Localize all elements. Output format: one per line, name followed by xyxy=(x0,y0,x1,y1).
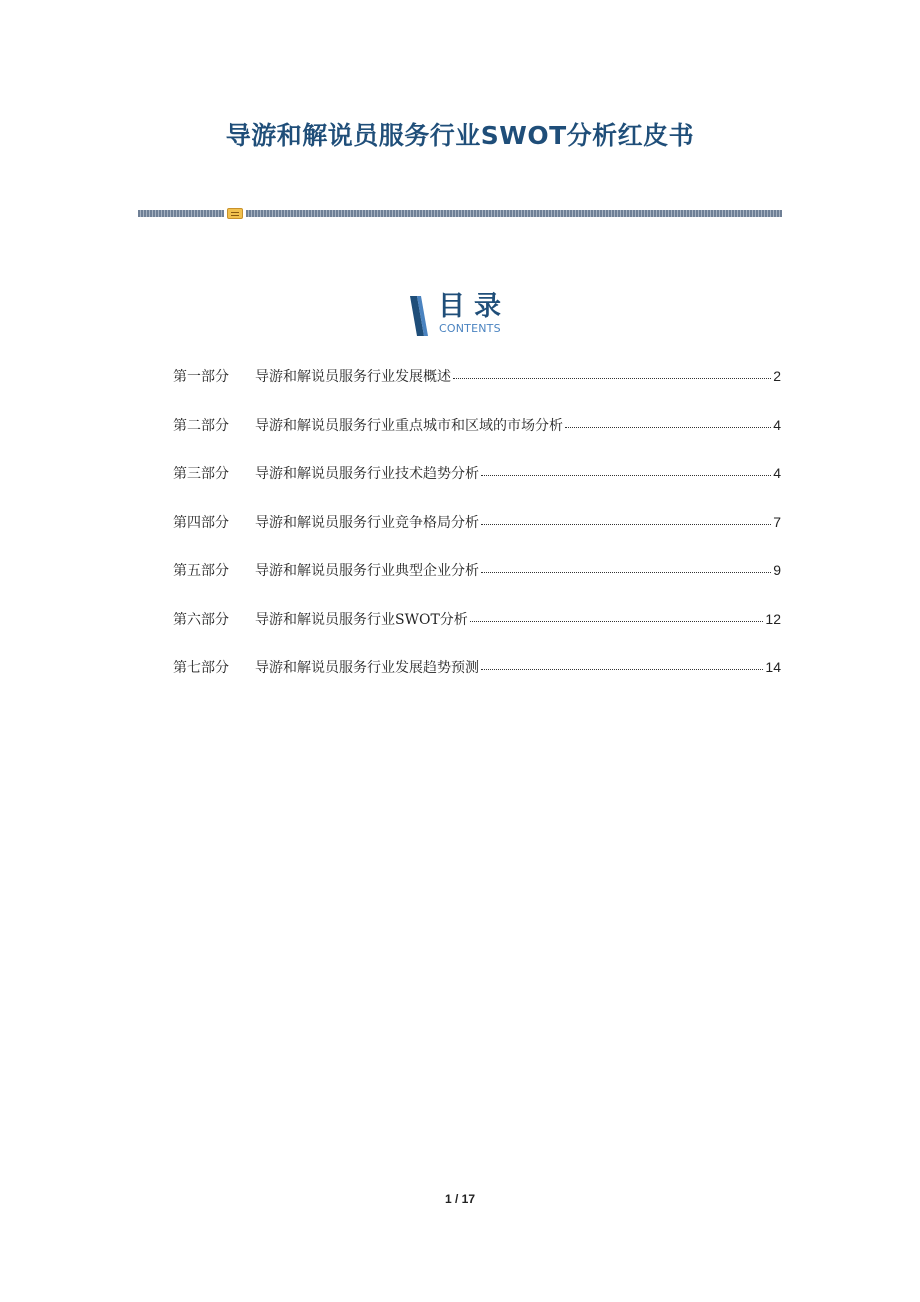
toc-list xyxy=(173,366,781,706)
toc-entry-page[interactable]: 12 xyxy=(765,610,781,627)
toc-entry-title[interactable]: 导游和解说员服务行业重点城市和区域的市场分析 xyxy=(255,417,563,434)
toc-entry-page[interactable]: 7 xyxy=(773,513,781,530)
toc-entry-1[interactable] xyxy=(173,366,781,415)
toc-heading xyxy=(408,291,528,340)
title-divider xyxy=(138,208,782,218)
toc-entry-title[interactable]: 导游和解说员服务行业发展概述 xyxy=(255,369,451,385)
toc-dot-leader xyxy=(453,378,771,379)
toc-dot-leader xyxy=(470,621,764,622)
divider-left-bar xyxy=(138,210,224,217)
toc-entry-2[interactable] xyxy=(173,415,781,464)
toc-ribbon-icon xyxy=(408,296,428,336)
toc-entry-part: 第七部分 xyxy=(173,660,229,676)
toc-entry-title[interactable]: 导游和解说员服务行业发展趋势预测 xyxy=(255,660,479,676)
toc-subtitle: CONTENTS xyxy=(439,322,501,335)
toc-entry-page[interactable]: 4 xyxy=(773,416,781,433)
document-title: 导游和解说员服务行业SWOT分析红皮书 xyxy=(225,121,695,150)
toc-entry-title[interactable]: 导游和解说员服务行业SWOT分析 xyxy=(255,611,468,628)
toc-entry-part: 第二部分 xyxy=(173,417,229,434)
toc-entry-7[interactable] xyxy=(173,657,781,706)
toc-entry-page[interactable]: 9 xyxy=(773,562,781,578)
divider-right-bar xyxy=(246,210,782,217)
toc-dot-leader xyxy=(481,572,771,573)
toc-entry-4[interactable] xyxy=(173,512,781,561)
toc-entry-part: 第一部分 xyxy=(173,369,229,385)
toc-entry-part: 第六部分 xyxy=(173,611,229,628)
toc-dot-leader xyxy=(481,524,771,525)
toc-dot-leader xyxy=(481,475,771,476)
toc-entry-page[interactable]: 14 xyxy=(765,659,781,675)
toc-dot-leader xyxy=(565,427,771,428)
page-indicator: 1 / 17 xyxy=(444,1192,476,1206)
toc-entry-part: 第三部分 xyxy=(173,466,229,482)
toc-entry-title[interactable]: 导游和解说员服务行业典型企业分析 xyxy=(255,563,479,579)
divider-badge-icon xyxy=(227,208,243,219)
toc-entry-title[interactable]: 导游和解说员服务行业竞争格局分析 xyxy=(255,514,479,531)
toc-entry-5[interactable] xyxy=(173,560,781,609)
toc-entry-part: 第四部分 xyxy=(173,514,229,531)
toc-entry-part: 第五部分 xyxy=(173,563,229,579)
toc-entry-title[interactable]: 导游和解说员服务行业技术趋势分析 xyxy=(255,466,479,482)
toc-dot-leader xyxy=(481,669,763,670)
toc-entry-page[interactable]: 2 xyxy=(773,368,781,384)
toc-entry-3[interactable] xyxy=(173,463,781,512)
toc-entry-page[interactable]: 4 xyxy=(773,465,781,481)
toc-title: 目录 xyxy=(438,291,510,322)
toc-entry-6[interactable] xyxy=(173,609,781,658)
